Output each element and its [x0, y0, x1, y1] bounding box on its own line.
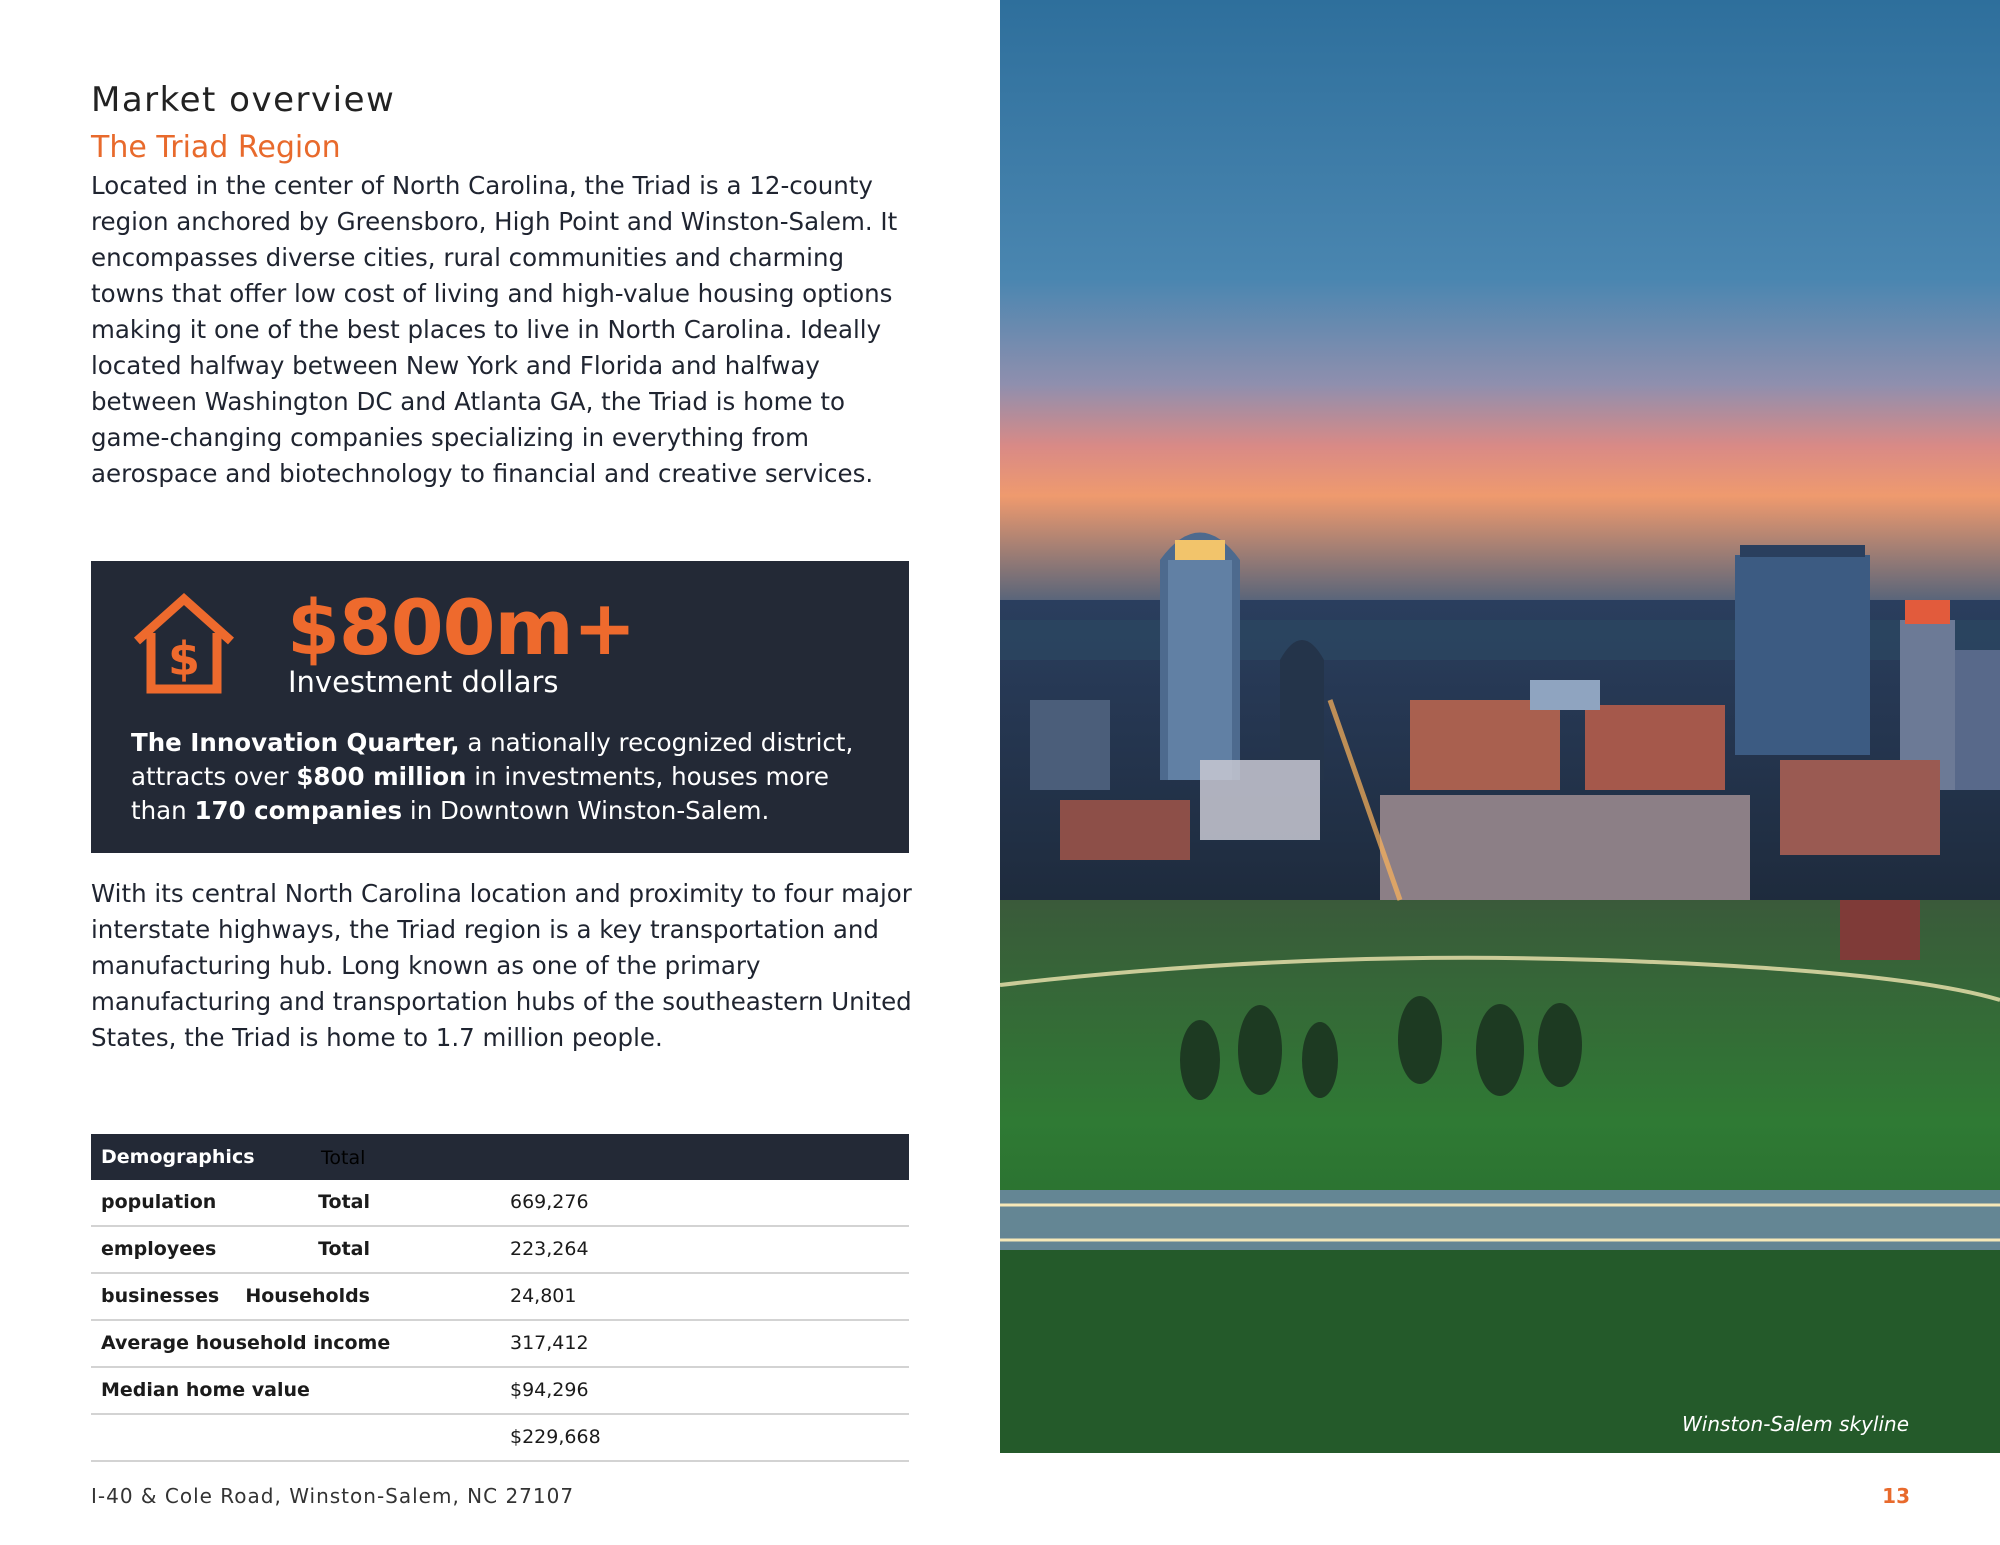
row-sublabel: Households [245, 1285, 370, 1307]
table-header [91, 1134, 909, 1180]
table-row [91, 1368, 909, 1415]
table-row [91, 1321, 909, 1368]
table-row [91, 1227, 909, 1274]
footer-address: I-40 & Cole Road, Winston-Salem, NC 27107 [91, 1484, 575, 1508]
page-number: 13 [1882, 1484, 1910, 1508]
skyline-photo [1000, 0, 2000, 1453]
row-sublabel: Total [318, 1191, 370, 1213]
stat-desc-text-1: a nationally recognized district, attracts over [131, 728, 854, 791]
row-label: businesses [101, 1285, 220, 1307]
row-label: Average household income [101, 1332, 391, 1354]
row-value: 669,276 [510, 1191, 589, 1213]
row-value: 223,264 [510, 1238, 589, 1260]
row-value: 317,412 [510, 1332, 589, 1354]
transport-paragraph: With its central North Carolina location and proximity to four major interstate highways, the Triad region is a key transportation and manufacturing hub. Long known as one of the primary manufacturing and transportation hubs of the southeastern United States, the Triad is home to 1.7 million people. [91, 879, 912, 1052]
page-title: Market overview [91, 80, 396, 120]
table-header-demographics: Demographics [101, 1146, 255, 1168]
stat-desc-bold-3: 170 companies [194, 796, 403, 825]
investment-stat-box [91, 561, 909, 853]
stat-value: $800m+ [287, 583, 636, 672]
stat-description [131, 726, 891, 828]
table-header-total: Total [321, 1147, 366, 1169]
row-label: Median home value [101, 1379, 310, 1401]
stat-desc-bold-1: The Innovation Quarter, [131, 728, 460, 757]
demographics-table [91, 1134, 909, 1462]
stat-desc-text-3: in Downtown Winston-Salem. [402, 796, 770, 825]
row-value: $229,668 [510, 1426, 601, 1448]
table-row [91, 1415, 909, 1462]
row-sublabel: Total [318, 1238, 370, 1260]
stat-desc-text-2: in investments, houses more than [131, 762, 829, 825]
table-row [91, 1274, 909, 1321]
row-value: 24,801 [510, 1285, 577, 1307]
stat-desc-bold-2: $800 million [296, 762, 467, 791]
photo-caption: Winston-Salem skyline [1682, 1412, 1909, 1436]
house-dollar-icon [129, 589, 239, 699]
svg-text:$: $ [167, 632, 201, 686]
row-label: population [101, 1191, 217, 1213]
row-value: $94,296 [510, 1379, 589, 1401]
intro-paragraph: Located in the center of North Carolina, the Triad is a 12-county region anchored by Greensboro, High Point and Winston-Salem. It encompasses diverse cities, rural communities and charming towns that offer low cost of living and high-value housing options making it one of the best places to live in North Carolina. Ideally located halfway between New York and Florida and halfway between Washington DC and Atlanta GA, the Triad is home to game-changing companies specializing in everything from aerospace and biotechnology to financial and creative services. [91, 171, 898, 488]
stat-label: Investment dollars [288, 665, 559, 699]
row-label: employees [101, 1238, 217, 1260]
table-row [91, 1180, 909, 1227]
section-subtitle: The Triad Region [91, 130, 341, 165]
